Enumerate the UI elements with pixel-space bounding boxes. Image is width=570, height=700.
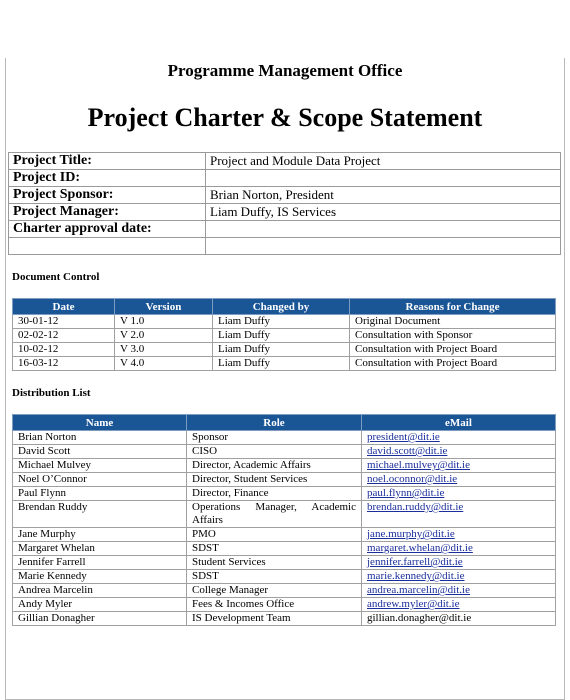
column-header: Reasons for Change bbox=[350, 299, 556, 315]
email-link[interactable]: marie.kennedy@dit.ie bbox=[362, 570, 556, 584]
table-row bbox=[13, 343, 556, 357]
info-value bbox=[206, 170, 561, 187]
email-link[interactable]: president@dit.ie bbox=[362, 431, 556, 445]
email-link[interactable]: michael.mulvey@dit.ie bbox=[362, 459, 556, 473]
version-cell: V 2.0 bbox=[115, 329, 213, 343]
info-row bbox=[9, 238, 561, 255]
project-info-table bbox=[8, 152, 561, 255]
role-cell: SDST bbox=[187, 570, 362, 584]
name-cell: Michael Mulvey bbox=[13, 459, 187, 473]
document-title: Project Charter & Scope Statement bbox=[87, 103, 483, 132]
table-row bbox=[13, 357, 556, 371]
changed-by-cell: Liam Duffy bbox=[213, 343, 350, 357]
info-value: Liam Duffy, IS Services bbox=[206, 204, 561, 221]
name-cell: Jane Murphy bbox=[13, 528, 187, 542]
name-cell: Brendan Ruddy bbox=[13, 501, 187, 528]
email-link[interactable]: paul.flynn@dit.ie bbox=[362, 487, 556, 501]
table-row bbox=[13, 459, 556, 473]
email-link[interactable]: andrew.myler@dit.ie bbox=[362, 598, 556, 612]
date-cell: 16-03-12 bbox=[13, 357, 115, 371]
info-value bbox=[206, 221, 561, 238]
document-control-table bbox=[12, 298, 556, 371]
date-cell: 30-01-12 bbox=[13, 315, 115, 329]
info-row bbox=[9, 187, 561, 204]
table-row bbox=[13, 473, 556, 487]
email-link[interactable]: andrea.marcelin@dit.ie bbox=[362, 584, 556, 598]
table-row bbox=[13, 445, 556, 459]
table-row bbox=[13, 598, 556, 612]
table-row bbox=[13, 431, 556, 445]
role-cell: Director, Academic Affairs bbox=[187, 459, 362, 473]
table-row bbox=[13, 556, 556, 570]
name-cell: Gillian Donagher bbox=[13, 612, 187, 626]
info-label: Project Manager: bbox=[9, 204, 206, 221]
info-label: Project Title: bbox=[9, 153, 206, 170]
distribution-list-heading: Distribution List bbox=[12, 387, 91, 399]
changed-by-cell: Liam Duffy bbox=[213, 315, 350, 329]
email-link[interactable]: david.scott@dit.ie bbox=[362, 445, 556, 459]
name-cell: Paul Flynn bbox=[13, 487, 187, 501]
role-cell: IS Development Team bbox=[187, 612, 362, 626]
table-row bbox=[13, 612, 556, 626]
column-header: Date bbox=[13, 299, 115, 315]
distribution-list-table bbox=[12, 414, 556, 626]
column-header: eMail bbox=[362, 415, 556, 431]
info-label: Charter approval date: bbox=[9, 221, 206, 238]
role-cell: Sponsor bbox=[187, 431, 362, 445]
email-link[interactable]: jennifer.farrell@dit.ie bbox=[362, 556, 556, 570]
role-cell: College Manager bbox=[187, 584, 362, 598]
role-cell: SDST bbox=[187, 542, 362, 556]
table-row bbox=[13, 315, 556, 329]
name-cell: Andrea Marcelin bbox=[13, 584, 187, 598]
info-row bbox=[9, 221, 561, 238]
table-header-row bbox=[13, 299, 556, 315]
column-header: Name bbox=[13, 415, 187, 431]
role-cell: Director, Finance bbox=[187, 487, 362, 501]
reason-cell: Consultation with Sponsor bbox=[350, 329, 556, 343]
role-cell: Director, Student Services bbox=[187, 473, 362, 487]
table-row bbox=[13, 542, 556, 556]
table-row bbox=[13, 584, 556, 598]
role-cell: Student Services bbox=[187, 556, 362, 570]
reason-cell: Original Document bbox=[350, 315, 556, 329]
column-header: Role bbox=[187, 415, 362, 431]
info-value bbox=[206, 238, 561, 255]
name-cell: Noel O’Connor bbox=[13, 473, 187, 487]
name-cell: Marie Kennedy bbox=[13, 570, 187, 584]
date-cell: 02-02-12 bbox=[13, 329, 115, 343]
name-cell: Jennifer Farrell bbox=[13, 556, 187, 570]
version-cell: V 1.0 bbox=[115, 315, 213, 329]
info-label: Project Sponsor: bbox=[9, 187, 206, 204]
table-header-row bbox=[13, 415, 556, 431]
column-header: Version bbox=[115, 299, 213, 315]
organization-name: Programme Management Office bbox=[167, 61, 403, 80]
role-cell: CISO bbox=[187, 445, 362, 459]
column-header: Changed by bbox=[213, 299, 350, 315]
name-cell: Andy Myler bbox=[13, 598, 187, 612]
table-row bbox=[13, 570, 556, 584]
info-label bbox=[9, 238, 206, 255]
info-row bbox=[9, 204, 561, 221]
reason-cell: Consultation with Project Board bbox=[350, 343, 556, 357]
date-cell: 10-02-12 bbox=[13, 343, 115, 357]
email-link[interactable]: jane.murphy@dit.ie bbox=[362, 528, 556, 542]
info-label: Project ID: bbox=[9, 170, 206, 187]
changed-by-cell: Liam Duffy bbox=[213, 357, 350, 371]
version-cell: V 4.0 bbox=[115, 357, 213, 371]
name-cell: Brian Norton bbox=[13, 431, 187, 445]
reason-cell: Consultation with Project Board bbox=[350, 357, 556, 371]
info-value: Brian Norton, President bbox=[206, 187, 561, 204]
changed-by-cell: Liam Duffy bbox=[213, 329, 350, 343]
table-row bbox=[13, 487, 556, 501]
role-cell: Fees & Incomes Office bbox=[187, 598, 362, 612]
email-link[interactable]: noel.oconnor@dit.ie bbox=[362, 473, 556, 487]
table-row bbox=[13, 329, 556, 343]
role-cell: Operations Manager, Academic Affairs bbox=[187, 501, 362, 528]
version-cell: V 3.0 bbox=[115, 343, 213, 357]
email-link[interactable]: margaret.whelan@dit.ie bbox=[362, 542, 556, 556]
role-cell: PMO bbox=[187, 528, 362, 542]
name-cell: Margaret Whelan bbox=[13, 542, 187, 556]
info-row bbox=[9, 170, 561, 187]
email-cell: gillian.donagher@dit.ie bbox=[362, 612, 556, 626]
info-value: Project and Module Data Project bbox=[206, 153, 561, 170]
table-row bbox=[13, 528, 556, 542]
table-row bbox=[13, 501, 556, 528]
email-link[interactable]: brendan.ruddy@dit.ie bbox=[362, 501, 556, 528]
info-row bbox=[9, 153, 561, 170]
document-control-heading: Document Control bbox=[12, 271, 100, 283]
name-cell: David Scott bbox=[13, 445, 187, 459]
